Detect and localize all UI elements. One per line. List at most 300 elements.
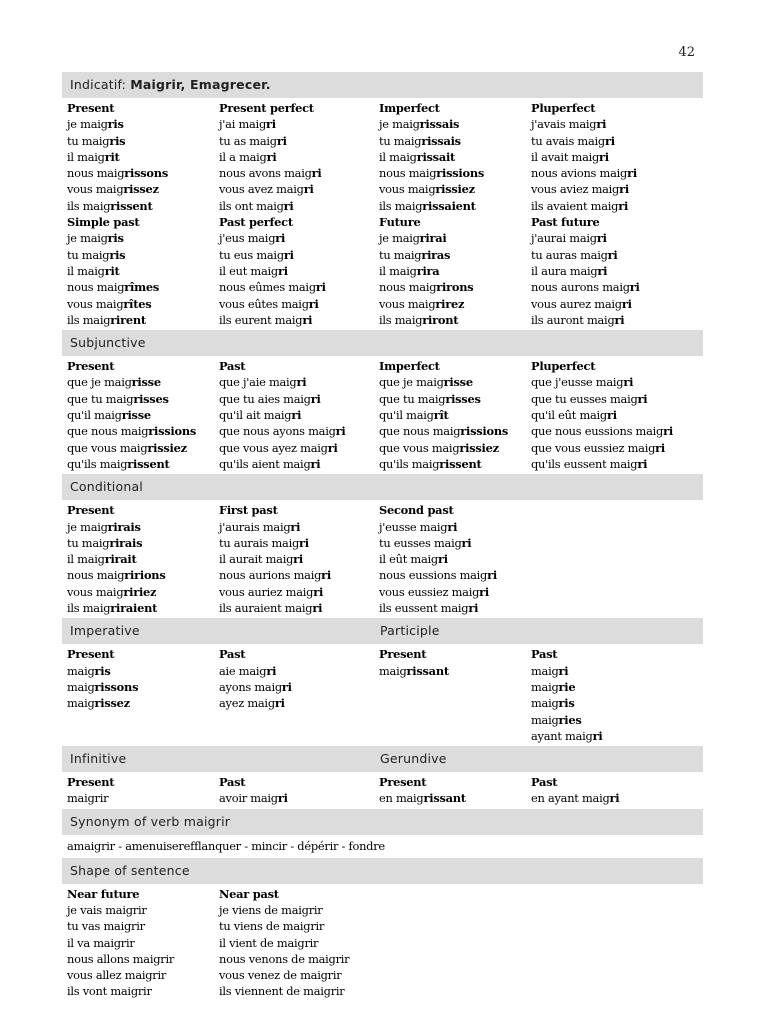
conjugation-form [379,198,531,214]
form-stem: ils maig [67,198,111,213]
conjugation-form [67,456,219,472]
tense-column [531,502,708,616]
form-ending: ri [266,663,277,678]
tense-heading: Past [219,775,246,790]
form-stem: je viens de maigrir [219,902,323,917]
form-ending: risse [121,408,151,423]
form-ending: rissait [416,149,456,164]
tense-column [379,502,531,616]
tense-heading: Present [67,775,115,790]
conjugation-form [531,695,708,711]
form-ending: rit [104,149,120,164]
conjugation-form [379,584,531,600]
tense-column [531,100,708,328]
form-stem: vous avez maig [219,182,304,197]
form-stem: tu auras maig [531,247,608,262]
tense-column [67,100,219,328]
tense-heading: Past [219,359,246,374]
form-stem: il va maigrir [67,935,135,950]
tense-heading: Present [67,503,115,518]
form-stem: ils maig [67,312,111,327]
form-ending: rirai [419,231,447,246]
conjugation-form [67,663,219,679]
conjugation-form [379,165,531,181]
conjugation-form [67,600,219,616]
form-stem: tu maig [379,133,422,148]
form-stem: il aurait maig [219,552,294,567]
conjugation-form [219,407,379,423]
form-ending: ri [310,391,321,406]
form-ending: ri [296,375,307,390]
conjugation-form [531,181,708,197]
form-ending: ririez [123,584,157,599]
section-title-infinitive: Infinitive [70,751,127,767]
form-stem: je maig [379,117,420,132]
form-ending: ri [293,552,303,567]
tense-column [379,646,531,744]
conjugation-form [379,374,531,390]
conjugation-form [219,600,379,616]
form-stem: vous auriez maig [219,584,314,599]
form-stem: nous eussions maig [379,568,488,583]
conjugation-form [67,247,219,263]
tense-heading: Present [379,775,427,790]
form-ending: ri [311,166,322,181]
form-ending: ri [291,408,302,423]
tense-column [67,358,219,472]
conjugation-form [67,133,219,149]
conjugation-form [219,133,379,149]
form-stem: j'eus maig [219,231,276,246]
conjugation-form [531,728,708,744]
conjugation-form [67,198,219,214]
section-title-prefix: Indicatif: [70,77,131,92]
conjugation-form [67,230,219,246]
form-stem: ils avaient maig [531,198,619,213]
form-stem: maig [531,712,559,727]
form-stem: que nous eussions maig [531,424,664,439]
conjugation-form [379,407,531,423]
tense-heading: Simple past [67,215,140,230]
form-ending: ri [308,296,319,311]
form-stem: vous aviez maig [531,182,620,197]
form-stem: ils auraient maig [219,601,313,616]
form-stem: que tu aies maig [219,391,311,406]
form-ending: rissons [94,679,139,694]
form-stem: vous maig [379,182,436,197]
conditional-grid [62,500,703,618]
form-stem: vous venez de maigrir [219,968,342,983]
form-ending: risses [445,391,481,406]
form-stem: que je maig [379,375,444,390]
form-ending: ri [663,424,673,439]
conjugation-form [219,551,379,567]
conjugation-form [67,519,219,535]
form-stem: tu as maig [219,133,277,148]
form-stem: nous avons maig [219,166,312,181]
conjugation-form [379,391,531,407]
form-stem: ils ont maig [219,198,284,213]
form-stem: tu viens de maigrir [219,919,325,934]
tense-heading: Present [67,101,115,115]
conjugation-form [219,279,379,295]
form-ending: ri [558,663,569,678]
section-header-subjunctive [62,330,703,356]
form-stem: il aura maig [531,263,598,278]
form-ending: rissez [123,182,159,197]
form-stem: tu maig [67,535,110,550]
conjugation-form [531,230,708,246]
form-stem: que nous maig [379,424,461,439]
form-stem: nous maig [67,568,125,583]
form-ending: ri [321,568,331,583]
section-title: Conditional [70,479,143,495]
form-ending: rissent [439,456,482,471]
conjugation-form [219,230,379,246]
tense-column [379,886,531,1000]
tense-column [379,100,531,328]
form-stem: il maig [379,149,417,164]
form-stem: il maig [67,149,105,164]
form-stem: en ayant maig [531,791,610,806]
form-stem: j'aurais maig [219,519,291,534]
tense-column [219,774,379,807]
form-ending: riront [422,312,459,327]
section-title-imperative: Imperative [70,623,140,639]
conjugation-form [219,567,379,583]
form-ending: riras [421,247,451,262]
form-ending: ri [327,440,338,455]
form-stem: ils maig [379,198,423,213]
conjugation-form [379,456,531,472]
form-ending: ri [618,198,629,213]
form-stem: que je maig [67,375,132,390]
form-ending: ri [655,440,665,455]
form-ending: ri [290,519,301,534]
conjugation-form [219,440,379,456]
form-stem: nous venons de maigrir [219,951,350,966]
conjugation-form [219,296,379,312]
form-stem: maig [531,696,559,711]
form-stem: vous maig [67,584,124,599]
form-stem: que tu eusses maig [531,391,638,406]
conjugation-form [379,116,531,132]
conjugation-form [219,695,379,711]
form-ending: ri [468,601,479,616]
form-ending: rissent [127,456,170,471]
form-ending: ri [266,117,276,132]
section-title-verb: Maigrir, Emagrecer. [130,77,271,92]
conjugation-form [67,165,219,181]
form-ending: ri [302,312,313,327]
form-stem: tu eus maig [219,247,284,262]
form-ending: ri [277,263,288,278]
page-number: 42 [678,45,695,60]
conjugation-form [219,247,379,263]
form-ending: rirais [107,519,141,534]
form-ending: rît [433,408,449,423]
conjugation-form [379,600,531,616]
form-ending: ri [592,728,603,743]
form-ending: ri [283,198,294,213]
form-ending: rirez [435,296,465,311]
form-ending: ri [623,375,634,390]
conjugation-form [67,902,219,918]
tense-column [67,502,219,616]
conjugation-form [531,790,708,806]
form-ending: ri [275,231,286,246]
form-stem: ils auront maig [531,312,615,327]
form-stem: nous aurions maig [219,568,322,583]
form-stem: vous eussiez maig [379,584,480,599]
conjugation-form [379,296,531,312]
synonyms-text: amaigrir - amenuiserefflanquer - mincir - dépérir - fondre [67,838,385,853]
section-header-conditional [62,474,703,500]
form-ending: rissant [406,663,449,678]
form-ending: ri [597,263,608,278]
tense-heading: Pluperfect [531,359,596,374]
form-ending: rit [104,263,120,278]
form-ending: ri [627,166,637,181]
conjugation-form [219,149,379,165]
tense-column [67,774,219,807]
form-stem: maig [67,663,95,678]
form-stem: il eut maig [219,263,278,278]
subjunctive-grid [62,356,703,474]
form-stem: qu'ils maig [67,456,128,471]
conjugation-form [379,663,531,679]
conjugation-form [67,296,219,312]
conjugation-form [531,407,708,423]
conjugation-form [531,296,708,312]
form-stem: que tu maig [67,391,134,406]
form-ending: ris [107,117,124,132]
tense-column [531,886,708,1000]
form-stem: que vous ayez maig [219,440,328,455]
conjugation-form [219,519,379,535]
conjugation-form [531,247,708,263]
conjugation-form [379,567,531,583]
form-stem: tu eusses maig [379,535,462,550]
conjugation-form [531,263,708,279]
form-ending: risse [443,375,473,390]
conjugation-form [219,584,379,600]
form-stem: tu aurais maig [219,535,300,550]
tense-column [219,886,379,1000]
form-ending: ri [312,601,323,616]
tense-column [379,774,531,807]
form-ending: ri [335,424,346,439]
tense-column [379,358,531,472]
form-stem: il a maig [219,149,267,164]
form-ending: rirait [104,552,137,567]
form-ending: ri [614,312,625,327]
form-ending: ri [277,791,288,806]
shape-grid [62,884,703,1002]
form-ending: ri [303,182,314,197]
form-stem: j'avais maig [531,117,597,132]
form-stem: ils maig [379,312,423,327]
conjugation-form [219,663,379,679]
conjugation-form [219,983,379,999]
form-stem: que vous maig [379,440,460,455]
form-ending: ri [606,408,617,423]
section-title-participle: Participle [380,623,440,639]
form-stem: je maig [67,519,108,534]
form-ending: ri [629,280,640,295]
form-ending: ri [281,679,292,694]
tense-column [531,358,708,472]
conjugation-form [531,133,708,149]
form-stem: tu avais maig [531,133,605,148]
conjugation-form [531,712,708,728]
form-ending: ri [621,296,632,311]
conjugation-form [531,423,708,439]
form-ending: rissions [460,424,509,439]
conjugation-form [219,935,379,951]
form-ending: rirent [110,312,146,327]
conjugation-form [67,584,219,600]
tense-heading: Imperfect [379,101,440,115]
form-stem: vous aurez maig [531,296,622,311]
form-stem: ils eussent maig [379,601,469,616]
form-ending: risses [133,391,169,406]
conjugation-form [67,149,219,165]
form-ending: rirons [436,280,474,295]
conjugation-form [379,551,531,567]
conjugation-form [531,663,708,679]
tense-heading: Present [379,647,427,662]
conjugation-form [531,440,708,456]
tense-heading: Present [67,359,115,374]
form-ending: ri [487,568,497,583]
form-ending: rissiez [147,440,187,455]
conjugation-form [67,116,219,132]
form-stem: ils vont maigrir [67,984,152,999]
form-ending: rissiez [435,182,475,197]
form-ending: ri [274,696,285,711]
form-ending: ri [276,133,287,148]
section-title: Shape of sentence [70,862,190,878]
form-ending: ri [599,149,609,164]
form-stem: ils viennent de maigrir [219,984,345,999]
form-stem: tu maig [67,247,110,262]
conjugation-form [67,312,219,328]
conjugation-form [379,133,531,149]
form-stem: qu'ils maig [379,456,440,471]
form-stem: nous aurons maig [531,280,630,295]
conjugation-form [219,918,379,934]
conjugation-form [379,312,531,328]
form-stem: nous maig [379,280,437,295]
form-stem: avoir maig [219,791,278,806]
form-stem: que tu maig [379,391,446,406]
form-ending: ri [479,584,489,599]
conjugation-form [531,165,708,181]
form-ending: rissions [148,424,197,439]
conjugation-form [67,391,219,407]
form-stem: maig [67,679,95,694]
form-stem: que vous maig [67,440,148,455]
form-stem: il vient de maigrir [219,935,319,950]
conjugation-form [219,263,379,279]
form-ending: ris [107,231,124,246]
tense-column [531,646,708,744]
infinitive-gerundive-grid [62,772,703,809]
conjugation-form [219,116,379,132]
conjugation-form [219,423,379,439]
conjugation-form [379,535,531,551]
conjugation-form [67,374,219,390]
imperative-participle-grid [62,644,703,746]
form-stem: ayez maig [219,696,275,711]
form-stem: tu maig [379,247,422,262]
conjugation-form [531,456,708,472]
conjugation-form [531,312,708,328]
tense-heading: Near past [219,886,279,901]
form-ending: rissions [436,166,485,181]
conjugation-form [67,263,219,279]
form-stem: j'eusse maig [379,519,448,534]
conjugation-form [67,935,219,951]
conjugation-form [219,902,379,918]
conjugation-form [67,279,219,295]
conjugation-form [219,181,379,197]
form-stem: j'ai maig [219,117,266,132]
conjugation-form [219,679,379,695]
conjugation-form [219,374,379,390]
conjugation-form [67,567,219,583]
tense-heading: First past [219,503,278,518]
conjugation-form [67,181,219,197]
tense-heading: Future [379,215,421,230]
form-stem: je vais maigrir [67,902,147,917]
form-stem: nous eûmes maig [219,280,316,295]
form-ending: ri [447,519,458,534]
tense-heading: Past perfect [219,215,293,230]
conjugation-form [379,279,531,295]
form-ending: rirais [109,535,143,550]
form-stem: maig [379,663,407,678]
conjugation-form [67,535,219,551]
conjugation-form [219,790,379,806]
conjugation-form [379,181,531,197]
conjugation-form [379,423,531,439]
tense-column [531,774,708,807]
form-stem: que nous ayons maig [219,424,336,439]
conjugation-form [379,230,531,246]
form-stem: qu'il maig [67,408,122,423]
conjugation-form [67,951,219,967]
form-ending: ri [461,535,472,550]
conjugation-form [219,391,379,407]
conjugation-form [379,519,531,535]
form-ending: ri [607,247,618,262]
form-stem: vous maig [67,182,124,197]
conjugation-form [67,679,219,695]
form-ending: rissiez [459,440,499,455]
conjugation-form [67,967,219,983]
form-stem: maig [531,679,559,694]
conjugation-form [379,149,531,165]
conjugation-form [531,279,708,295]
conjugation-form [67,695,219,711]
form-ending: ri [299,535,309,550]
form-ending: ri [596,117,607,132]
conjugation-table [62,72,703,1002]
conjugation-form [67,407,219,423]
tense-heading: Near future [67,886,140,901]
